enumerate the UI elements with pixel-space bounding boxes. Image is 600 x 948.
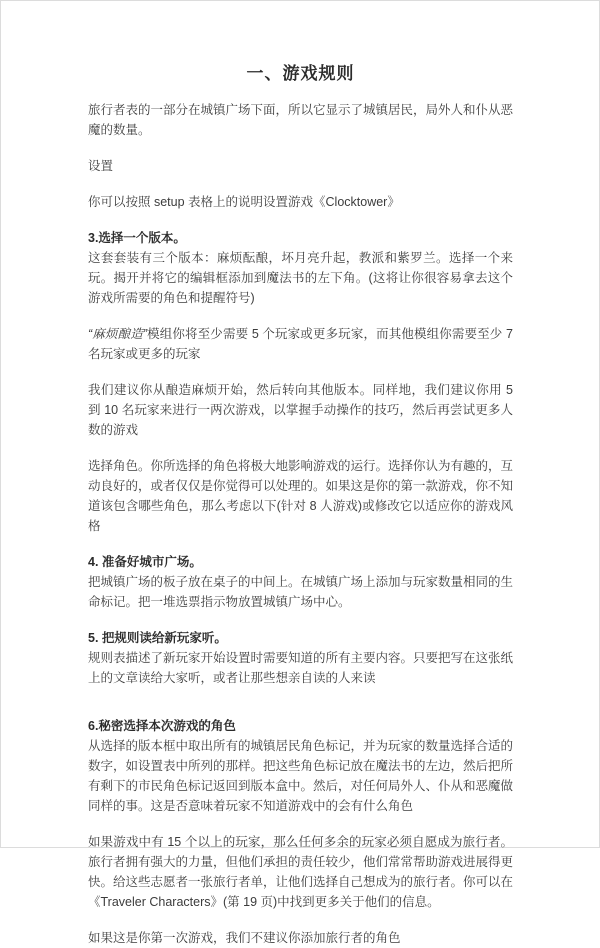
paragraph-editions: 这套套装有三个版本：麻烦酝酿，坏月亮升起，教派和紫罗兰。选择一个来玩。揭开并将它的编辑框添加到魔法书的左下角。(这将让你很容易拿去这个游戏所需要的角色和提醒符号) <box>88 251 513 305</box>
paragraph-secret-roles: 从选择的版本框中取出所有的城镇居民角色标记，并为玩家的数量选择合适的数字，如设置表中所列的那样。把这些角色标记放在魔法书的左边，然后把所有剩下的市民角色标记返回到版本盒中。然后，对任何局外人、仆从和恶魔做同样的事。这是否意味着玩家不知道游戏中的会有什么角色 <box>88 739 514 813</box>
paragraph-setup-note: 你可以按照 setup 表格上的说明设置游戏《Clocktower》 <box>88 195 400 209</box>
paragraph-travelers: 如果游戏中有 15 个以上的玩家，那么任何多余的玩家必须自愿成为旅行者。旅行者拥有强大的力量，但他们承担的责任较少，他们常常帮助游戏进展得更快。给这些志愿者一张旅行者单，让他们选择自己想成为的旅行者。你可以在《Traveler Characters》(第 19 页)中找到更多关于他们的信息。 <box>88 835 514 909</box>
heading-step6-secret-roles: 6.秘密选择本次游戏的角色 <box>88 719 236 733</box>
paragraph-traveler-sheet: 旅行者表的一部分在城镇广场下面，所以它显示了城镇居民，局外人和仆从恶魔的数量。 <box>88 103 514 137</box>
module-players-text: 模组你将至少需要 5 个玩家或更多玩家，而其他模组你需要至少 7 名玩家或更多的玩家 <box>88 327 513 361</box>
heading-step5-read-rules: 5. 把规则读给新玩家听。 <box>88 631 227 645</box>
heading-step3-choose-edition: 3.选择一个版本。 <box>88 231 186 245</box>
paragraph-module-players <box>88 324 513 364</box>
paragraph-choose-roles: 选择角色。你所选择的角色将极大地影响游戏的运行。选择你认为有趣的，互动良好的，或者仅仅是你觉得可以处理的。如果这是你的第一款游戏，你不知道该包含哪些角色，那么考虑以下(针对 8 人游戏)或修改它以适应你的游戏风格 <box>88 459 514 533</box>
paragraph-read-rules: 规则表描述了新玩家开始设置时需要知道的所有主要内容。只要把写在这张纸上的文章读给大家听，或者让那些想亲自读的人来读 <box>88 651 514 685</box>
paragraph-recommendation: 我们建议你从酿造麻烦开始，然后转向其他版本。同样地，我们建议你用 5 到 10 名玩家来进行一两次游戏，以掌握手动操作的技巧，然后再尝试更多人数的游戏 <box>88 383 513 437</box>
page-content <box>88 0 513 948</box>
paragraph-setup-label: 设置 <box>88 159 114 173</box>
paragraph-first-game-advice: 如果这是你第一次游戏，我们不建议你添加旅行者的角色 <box>88 931 401 945</box>
paragraph-town-square: 把城镇广场的板子放在桌子的中间上。在城镇广场上添加与玩家数量相同的生命标记。把一堆选票指示物放置城镇广场中心。 <box>88 575 514 609</box>
page-title: 一、游戏规则 <box>246 64 355 83</box>
module-name-italic: “麻烦酿造” <box>88 327 147 341</box>
heading-step4-town-square: 4. 准备好城市广场。 <box>88 555 202 569</box>
